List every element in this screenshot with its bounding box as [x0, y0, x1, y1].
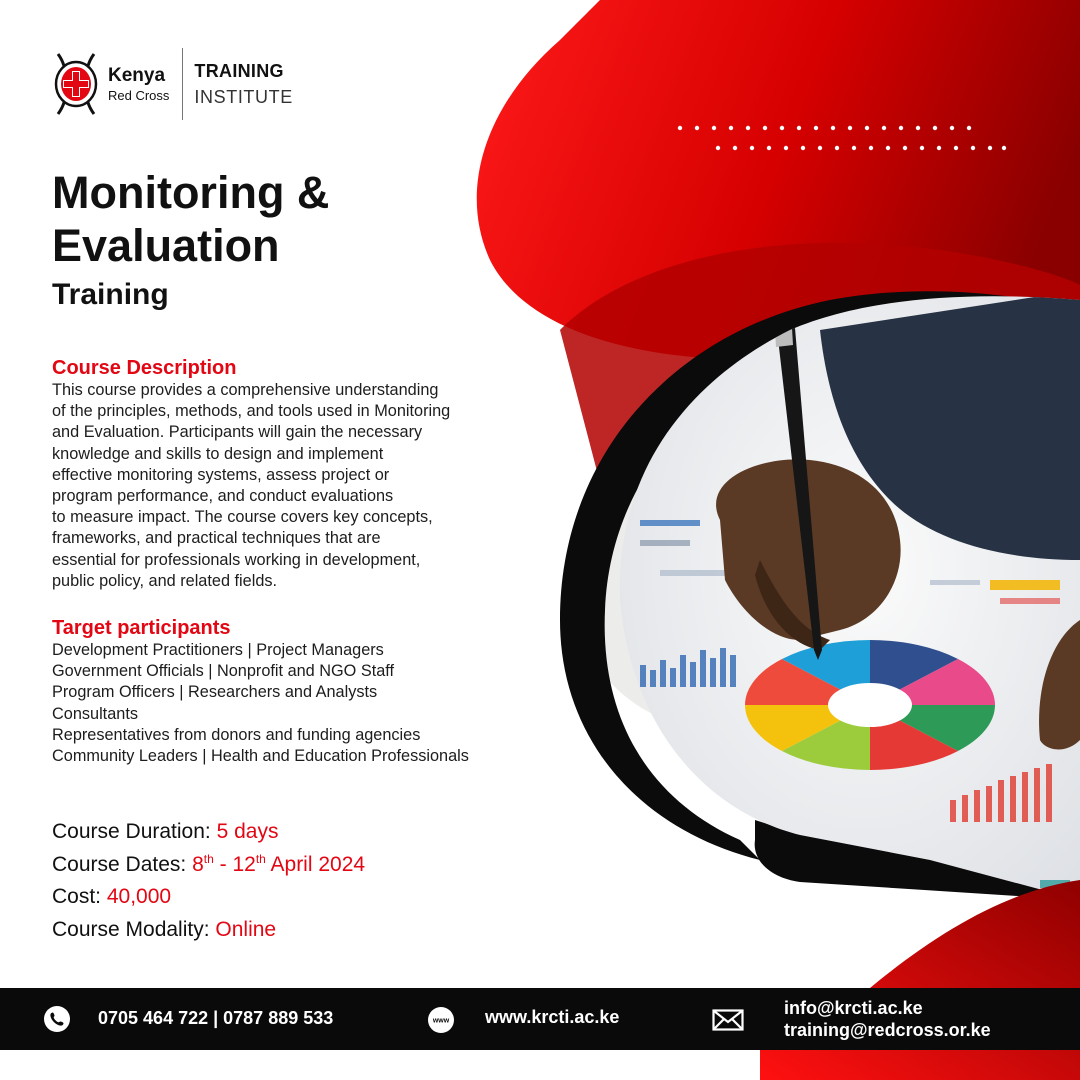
description-body: [52, 380, 572, 592]
description-line: program performance, and conduct evaluations: [52, 487, 394, 506]
participant-line: Community Leaders | Health and Education Professionals: [52, 747, 469, 766]
email-info-link[interactable]: info@krcti.ac.ke: [784, 998, 923, 1018]
course-info: [52, 816, 365, 946]
dates-month: April 2024: [265, 852, 366, 876]
participant-line: Representatives from donors and funding agencies: [52, 725, 421, 744]
dates-start-suffix: th: [203, 851, 214, 866]
description-line: frameworks, and practical techniques that are: [52, 529, 381, 548]
participant-line: Consultants: [52, 704, 138, 723]
participants-list: [52, 640, 592, 767]
dates-end-day: - 12: [213, 852, 256, 876]
title-line1: Monitoring &: [52, 167, 330, 218]
modality-row: [52, 914, 365, 947]
description-line: effective monitoring systems, assess project or: [52, 465, 390, 484]
modality-value: Online: [215, 917, 277, 941]
phone-numbers[interactable]: 0705 464 722 | 0787 889 533: [98, 1008, 334, 1028]
website-link[interactable]: www.krcti.ac.ke: [485, 1007, 620, 1027]
unit-name: [194, 61, 292, 108]
description-line: and Evaluation. Participants will gain the necessary: [52, 423, 423, 442]
email-training-link[interactable]: training@redcross.or.ke: [784, 1020, 991, 1040]
title-subtitle: Training: [52, 278, 169, 311]
email-addresses: [784, 997, 991, 1041]
page-title: [52, 166, 329, 312]
title-line2: Evaluation: [52, 220, 280, 271]
duration-value: 5 days: [216, 820, 279, 843]
cost-row: [52, 881, 365, 914]
modality-label: Course Modality:: [52, 917, 210, 941]
course-description: [52, 356, 572, 592]
globe-icon-text: www: [432, 1017, 450, 1025]
description-line: knowledge and skills to design and implement: [52, 444, 384, 463]
org-name-line1: Kenya: [108, 65, 166, 86]
participant-line: Program Officers | Researchers and Analysts: [52, 683, 378, 702]
org-name: [108, 66, 169, 102]
globe-icon: [428, 1007, 454, 1033]
dates-end-suffix: th: [255, 851, 266, 866]
description-line: of the principles, methods, and tools used in Monitoring: [52, 402, 451, 421]
target-participants: [52, 616, 592, 767]
krc-logo: [50, 48, 293, 120]
org-name-line2: Red Cross: [108, 88, 170, 103]
duration-label: Course Duration:: [52, 820, 211, 843]
phone-icon: [44, 1006, 70, 1032]
participant-line: Development Practitioners | Project Managers: [52, 641, 384, 659]
description-line: to measure impact. The course covers key concepts,: [52, 508, 433, 527]
dates-label: Course Dates:: [52, 852, 187, 876]
logo-divider: [182, 48, 183, 120]
participants-heading: Target participants: [52, 617, 231, 639]
unit-name-line1: TRAINING: [194, 60, 284, 81]
dates-value: [192, 853, 365, 876]
red-blob-bottom: [760, 880, 1080, 1080]
participant-line: Government Officials | Nonprofit and NGO Staff: [52, 662, 395, 681]
duration-row: [52, 816, 365, 849]
description-line: public policy, and related fields.: [52, 571, 278, 590]
dates-row: [52, 849, 365, 882]
cost-value: 40,000: [106, 885, 172, 908]
description-line: essential for professionals working in development,: [52, 550, 421, 569]
mail-icon: [712, 1009, 744, 1031]
cost-label: Cost:: [52, 885, 102, 908]
description-line: This course provides a comprehensive understanding: [52, 381, 439, 399]
red-cross-emblem-icon: [50, 50, 102, 118]
contact-footer: [0, 988, 1080, 1050]
dates-start-day: 8: [192, 852, 204, 876]
unit-name-line2: INSTITUTE: [194, 86, 293, 107]
description-heading: Course Description: [52, 357, 237, 379]
